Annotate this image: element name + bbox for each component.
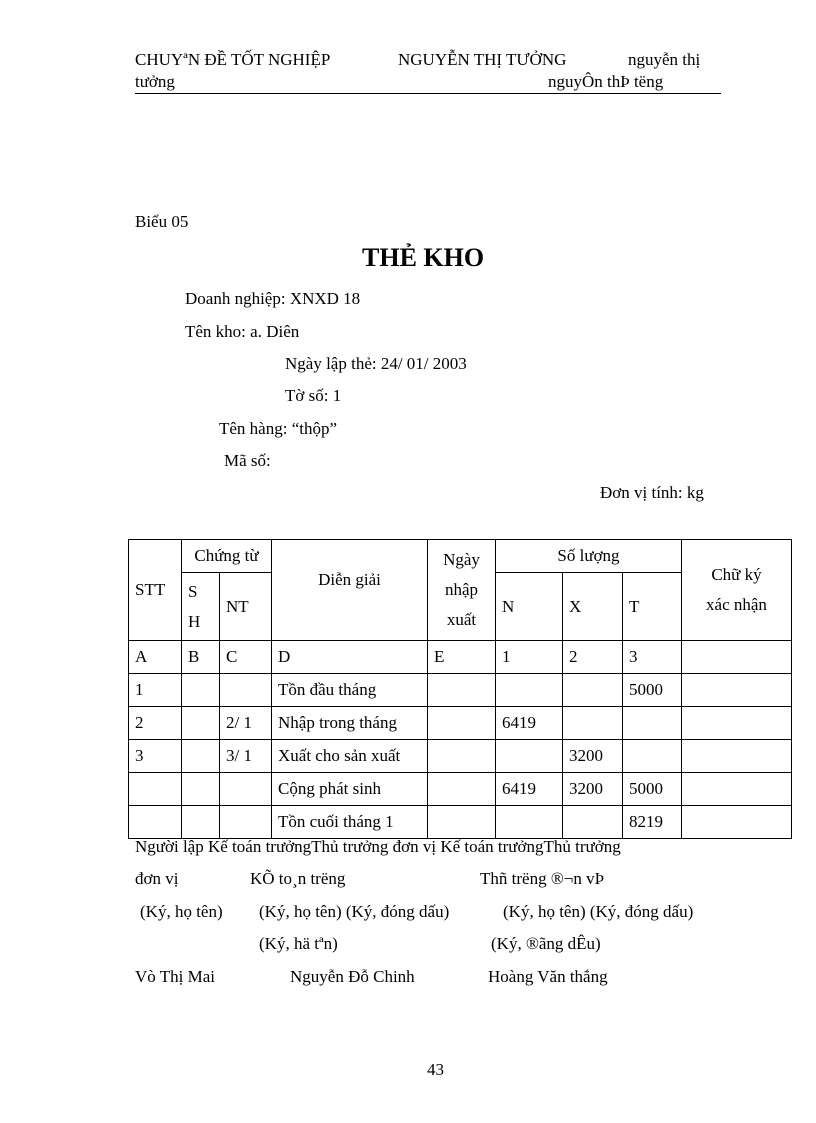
table-row [129,674,792,707]
header-t: T [623,573,682,641]
cell-date [428,773,496,806]
warehouse: Tên kho: a. Diên [185,322,300,341]
code-cell-stt: A [129,641,182,674]
code-cell-qty-t: 3 [623,641,682,674]
sheet-number: Tờ số: 1 [285,386,342,405]
cell-stt: 2 [129,707,182,740]
cell-nt: 3/ 1 [220,740,272,773]
cell-date [428,674,496,707]
header-n: N [496,573,563,641]
cell-signature [682,740,792,773]
cell-stt [129,773,182,806]
signature-line2-a: đơn vị [135,869,179,888]
cell-stt: 3 [129,740,182,773]
signer-name-2: Nguyễn Đỗ Chinh [290,967,415,986]
cell-signature [682,773,792,806]
cell-qty-x [563,674,623,707]
cell-date [428,806,496,839]
signature-line2-b: KÕ to¸n trëng [250,869,346,888]
cell-sh [182,773,220,806]
cell-nt [220,773,272,806]
header-signature [682,540,792,641]
code-row [129,641,792,674]
cell-nt [220,806,272,839]
cell-qty-n: 6419 [496,773,563,806]
cell-description: Tồn đầu tháng [272,674,428,707]
header-signature-line1: Chữ ký [711,565,762,584]
code-cell-nt: C [220,641,272,674]
table-row [129,773,792,806]
cell-qty-x: 3200 [563,740,623,773]
page-number: 43 [427,1060,444,1079]
table-row [129,707,792,740]
signer-name-3: Hoàng Văn thắng [488,967,608,986]
cell-qty-t: 8219 [623,806,682,839]
table-row [129,740,792,773]
code-cell-qty-n: 1 [496,641,563,674]
header-date-line1: Ngày [443,550,480,569]
header-date [428,540,496,641]
cell-stt [129,806,182,839]
cell-signature [682,674,792,707]
item-code: Mã số: [224,451,271,470]
cell-sh [182,740,220,773]
cell-description: Nhập trong tháng [272,707,428,740]
header-nt: NT [220,573,272,641]
header-quantity: Số lượng [496,540,682,573]
cell-qty-n [496,674,563,707]
header-center: NGUYỄN THỊ TƯỞNG [398,50,567,69]
header-right: nguyễn thị [628,50,701,69]
header-rule [135,93,721,94]
header-date-line2: nhập [444,580,479,599]
cell-sh [182,806,220,839]
data-rows-body [129,674,792,839]
cell-qty-t: 5000 [623,773,682,806]
cell-qty-n [496,740,563,773]
cell-qty-x [563,806,623,839]
card-date: Ngày lập thẻ: 24/ 01/ 2003 [285,354,467,373]
signature-line2-c: Thñ trëng ®¬n vÞ [480,869,605,888]
header-date-line3: xuất [446,610,477,629]
cell-qty-t: 5000 [623,674,682,707]
cell-nt [220,674,272,707]
cell-qty-n [496,806,563,839]
enterprise: Doanh nghiệp: XNXD 18 [185,289,361,308]
signature-line4-a: (Ký, hä tªn) [259,934,338,953]
header-line2-right: nguyÔn thÞ tëng [548,72,664,91]
signature-line3-c: (Ký, họ tên) (Ký, đóng dấu) [503,902,694,921]
signature-line3-a: (Ký, họ tên) [140,902,223,921]
cell-sh [182,674,220,707]
doc-title: THẺ KHO [362,243,485,272]
cell-nt: 2/ 1 [220,707,272,740]
signature-line3-b: (Ký, họ tên) (Ký, đóng dấu) [259,902,450,921]
cell-description: Xuất cho sản xuất [272,740,428,773]
cell-sh [182,707,220,740]
code-cell-signature [682,641,792,674]
unit-of-measure: Đơn vị tính: kg [600,483,704,502]
header-x: X [563,573,623,641]
signer-name-1: Vò Thị Mai [135,967,215,986]
doc-label: Biểu 05 [135,212,189,231]
cell-signature [682,806,792,839]
cell-qty-x: 3200 [563,773,623,806]
stock-card-table [128,539,792,839]
table-row [129,806,792,839]
code-row-body [129,641,792,674]
cell-description: Cộng phát sinh [272,773,428,806]
header-voucher: Chứng từ [182,540,272,573]
code-cell-date: E [428,641,496,674]
cell-signature [682,707,792,740]
item-name: Tên hàng: “thộp” [219,419,338,438]
code-cell-qty-x: 2 [563,641,623,674]
header-sh: S H [182,573,220,641]
header-signature-line2: xác nhận [706,595,767,614]
cell-description: Tồn cuối tháng 1 [272,806,428,839]
header-description: Diễn giải [272,540,428,641]
cell-qty-t [623,740,682,773]
cell-qty-x [563,707,623,740]
cell-qty-t [623,707,682,740]
header-left: CHUYªN ĐỀ TỐT NGHIỆP [135,50,331,69]
cell-stt: 1 [129,674,182,707]
signature-titles: Người lập Kế toán trưởngThủ trưởng đơn vị Kế toán trưởngThủ trưởng [135,837,621,856]
cell-date [428,740,496,773]
code-cell-sh: B [182,641,220,674]
cell-qty-n: 6419 [496,707,563,740]
signature-line4-b: (Ký, ®ãng dÊu) [491,934,601,953]
header-stt: STT [129,540,182,641]
cell-date [428,707,496,740]
code-cell-description: D [272,641,428,674]
header-line2-left: tưởng [135,72,175,91]
